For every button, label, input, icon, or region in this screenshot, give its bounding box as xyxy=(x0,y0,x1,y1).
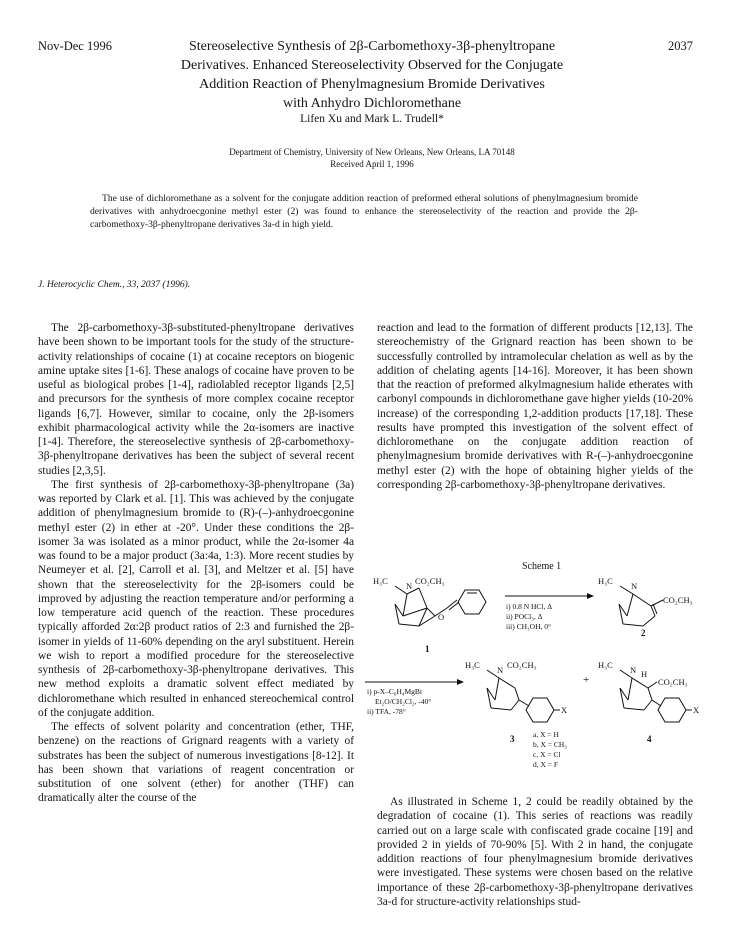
hydrogen-label: H xyxy=(641,669,648,679)
co2ch3-label: CO₂CH₃ xyxy=(658,677,688,687)
abstract: The use of dichloromethane as a solvent for the conjugate addition reaction of preformed etheral solutions of phenylmagnesium bromide derivatives with anhydroecgonine methyl ester (2) was found to enhance the stereoselectivity of the reaction and provide the 2β-carbomethoxy-3β-phenyltropane derivatives 3a-d in high yield. xyxy=(90,193,638,231)
reagent-step: Et₂O/CH₂Cl₂, -40° xyxy=(375,697,432,706)
reagent-step: i) 0.8 N HCl, Δ xyxy=(506,602,553,611)
oxygen-label: O xyxy=(438,612,445,622)
n-label: N xyxy=(631,581,638,591)
scheme-1-figure xyxy=(365,556,715,784)
article-title xyxy=(120,37,624,113)
substituent-legend: a, X = H xyxy=(533,730,559,739)
affiliation-block xyxy=(120,146,624,170)
scheme-title: Scheme 1 xyxy=(522,561,562,572)
h3c-label: H₃C xyxy=(598,660,613,670)
h3c-label: H₃C xyxy=(373,576,388,586)
compound-2-label: 2 xyxy=(641,628,646,638)
title-line: with Anhydro Dichloromethane xyxy=(282,96,462,111)
header-page-number: 2037 xyxy=(668,39,693,53)
compound-3-label: 3 xyxy=(510,734,515,744)
right-column-bottom xyxy=(377,795,693,909)
plus-sign: + xyxy=(583,674,590,686)
reagent-step: i) p-X–C₆H₄MgBr xyxy=(367,687,423,696)
n-label: N xyxy=(406,581,413,591)
reagent-step: iii) CH₃OH, 0° xyxy=(506,622,551,631)
substituent-legend: c, X = Cl xyxy=(533,750,561,759)
title-line: Stereoselective Synthesis of 2β-Carbomethoxy-3β-phenyltropane xyxy=(188,39,556,54)
substituent-legend: d, X = F xyxy=(533,760,559,769)
right-column-top xyxy=(377,321,693,492)
paragraph: The first synthesis of 2β-carbomethoxy-3β-phenyltropane (3a) was reported by Clark et al. [1]. This was achieved by the conjugate addition of phenylmagnesium bromide to (R)-(–)-anhydroecgonine methyl ester (2) in ether at -20°. Under these conditions the 2β-isomer 3a was isolated as a minor product, while the 2α-isomer 4a was found to be a major product (3a:4a, 1:3). More recent studies by Neumeyer et al. [2], Carroll et al. [3], and Meltzer et al. [5] have shown that the stereoselectivity for the 2β-isomers could be improved by adjusting the reaction temperature and/or performing a low temperature acid quench of the reaction. These procedures typically afforded 2α:2β product ratios of 2:3 and furnished the 2β-isomer in yields of 11-60% depending on the aryl substituent. Herein we wish to report a modified procedure for the stereoselective synthesis of 2β-carbomethoxy-3β-phenyltropane derivatives. This new method exploits a dramatic solvent effect mediated by dichloromethane which resulted in enhanced stereochemical control of the conjugate addition. xyxy=(38,478,354,719)
header-date: Nov-Dec 1996 xyxy=(38,39,112,53)
reagent-step: ii) TFA, -78° xyxy=(367,707,406,716)
paragraph: reaction and lead to the formation of different products [12,13]. The stereochemistry of the Grignard reaction has been shown to be successfully controlled by intramolecular chelation as well as by the addition of chelating agents [14-16]. Moreover, it has been shown that the reaction of preformed alkylmagnesium halide etherates with carbonyl compounds in dichloromethane gave higher yields (10-20% increase) of the corresponding 1,2-addition products [17,18]. These results have prompted this investigation of the solvent effect of dichloromethane on the conjugate addition reaction of phenylmagnesium bromide derivatives with R-(–)-anhydroecgonine methyl ester (2) with the hope of obtaining higher yields of the corresponding 2β-carbomethoxy-3β-phenyltropane derivatives. xyxy=(377,322,693,491)
authors: Lifen Xu and Mark L. Trudell* xyxy=(300,113,444,125)
compound-4-label: 4 xyxy=(647,734,652,744)
n-label: N xyxy=(630,665,637,675)
compound-1-label: 1 xyxy=(425,644,430,654)
affiliation: Department of Chemistry, University of New Orleans, New Orleans, LA 70148 xyxy=(229,147,515,157)
paragraph: As illustrated in Scheme 1, 2 could be readily obtained by the degradation of cocaine (1). This series of reactions was readily carried out on a large scale with confiscated grade cocaine [19] and provided 2 in yields of 70-90% [5]. With 2 in hand, the conjugate addition reactions of four phenylmagnesium bromide derivatives were investigated. These systems were chosen based on the relative importance of these 2β-carbomethoxy-3β-phenyltropane derivatives 3a-d for structure-activity relationships stud- xyxy=(377,796,693,908)
paragraph: The effects of solvent polarity and concentration (ether, THF, benzene) on the reactions of Grignard reagents with a variety of substrates has been the subject of numerous investigations [8-12]. It has been shown that variations of reagent concentration or substitution of one solvent (ether) for another (THF) can dramatically alter the course of the xyxy=(38,721,354,805)
substituent-legend: b, X = CH₃ xyxy=(533,740,567,749)
title-line: Addition Reaction of Phenylmagnesium Bromide Derivatives xyxy=(199,77,545,92)
left-column xyxy=(38,321,354,806)
co2ch3-label: CO₂CH₃ xyxy=(507,660,537,670)
co2ch3-label: CO₂CH₃ xyxy=(663,595,693,605)
compound-2-structure xyxy=(619,586,663,626)
arrow-head-1 xyxy=(587,593,594,599)
n-label: N xyxy=(497,665,504,675)
citation: J. Heterocyclic Chem., 33, 2037 (1996). xyxy=(38,280,191,290)
h3c-label: H₃C xyxy=(598,576,613,586)
paragraph: The 2β-carbomethoxy-3β-substituted-phenyltropane derivatives have been shown to be important tools for the study of the structure-activity relationships of cocaine (1) at cocaine receptors on biogenic amine uptake sites [1-6]. These analogs of cocaine have proven to be useful as biological probes [1-4], radiolabled receptor ligands [2,5] and precursors for the synthesis of more complex cocaine receptor ligands [6,7]. However, similar to cocaine, only the 2β-isomers exhibit pharmacological activity while the 2α-isomers are inactive [1-4]. Therefore, the stereoselective synthesis of 2β-carbomethoxy-3β-phenyltropane derivatives has been the subject of several recent studies [2,3,5]. xyxy=(38,322,354,477)
h3c-label: H₃C xyxy=(465,660,480,670)
received-date: Received April 1, 1996 xyxy=(330,159,414,169)
reagent-step: ii) POCl₃, Δ xyxy=(506,612,543,621)
x-substituent-label: X xyxy=(693,705,700,715)
co2ch3-label: CO₂CH₃ xyxy=(415,576,445,586)
x-substituent-label: X xyxy=(561,705,568,715)
title-line: Derivatives. Enhanced Stereoselectivity Observed for the Conjugate xyxy=(180,58,564,73)
arrow-head-2 xyxy=(457,679,464,685)
compound-3-structure xyxy=(487,670,560,722)
